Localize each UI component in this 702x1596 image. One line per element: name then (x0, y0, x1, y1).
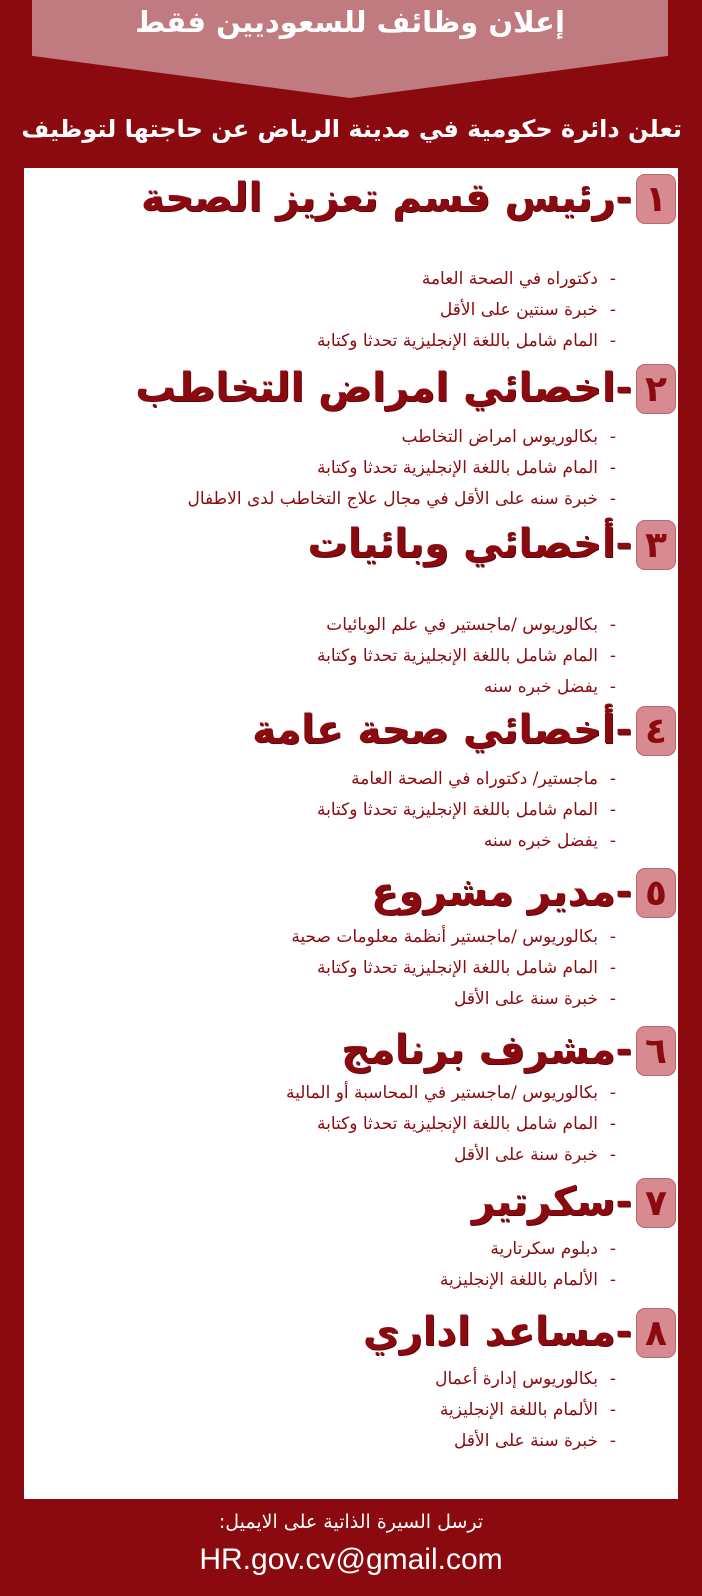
requirement-item: - المام شامل باللغة الإنجليزية تحدثا وكتابة (286, 1109, 616, 1140)
requirement-item: - المام شامل باللغة الإنجليزية تحدثا وكتابة (291, 953, 616, 984)
jobs-card (24, 168, 678, 1499)
job-title: -أخصائي صحة عامة (251, 707, 632, 753)
job-title: -رئيس قسم تعزيز الصحة (140, 175, 632, 221)
requirement-item: - المام شامل باللغة الإنجليزية تحدثا وكتابة (317, 326, 616, 357)
job-title: -اخصائي امراض التخاطب (135, 365, 632, 411)
job-number-badge: ٤ (636, 706, 676, 756)
job-title: -مدير مشروع (371, 869, 632, 915)
requirements-list (435, 1364, 616, 1457)
requirements-list (317, 764, 616, 857)
job-number-badge: ٧ (636, 1178, 676, 1228)
job-title: -مشرف برنامج (341, 1027, 632, 1073)
contact-email[interactable]: HR.gov.cv@gmail.com (199, 1543, 503, 1576)
job-title: -سكرتير (471, 1179, 632, 1225)
requirements-list (317, 610, 616, 703)
requirements-list (188, 422, 616, 515)
job-number-badge: ٨ (636, 1308, 676, 1358)
requirement-item: - يفضل خبره سنه (317, 672, 616, 703)
cv-instructions: ترسل السيرة الذاتية على الايميل: (218, 1511, 484, 1533)
job-number-badge: ٢ (636, 364, 676, 414)
requirement-item: - بكالوريوس إدارة أعمال (435, 1364, 616, 1395)
requirement-item: - خبرة سنة على الأقل (291, 984, 616, 1015)
requirement-item: - ماجستير/ دكتوراه في الصحة العامة (317, 764, 616, 795)
requirement-item: - بكالوريوس /ماجستير أنظمة معلومات صحية (291, 922, 616, 953)
job-number-badge: ١ (636, 174, 676, 224)
requirements-list (317, 264, 616, 357)
requirements-list (440, 1234, 616, 1296)
requirement-item: - الألمام باللغة الإنجليزية (435, 1395, 616, 1426)
requirement-item: - بكالوريوس /ماجستير في المحاسبة أو المالية (286, 1078, 616, 1109)
requirement-item: - المام شامل باللغة الإنجليزية تحدثا وكتابة (188, 453, 616, 484)
requirement-item: - بكالوريوس امراض التخاطب (188, 422, 616, 453)
requirement-item: - خبرة سنتين على الأقل (317, 295, 616, 326)
job-number-badge: ٣ (636, 520, 676, 570)
requirement-item: - دبلوم سكرتارية (440, 1234, 616, 1265)
requirement-item: - بكالوريوس /ماجستير في علم الوبائيات (317, 610, 616, 641)
requirement-item: - خبرة سنه على الأقل في مجال علاج التخاطب لدى الاطفال (188, 484, 616, 515)
requirement-item: - خبرة سنة على الأقل (435, 1426, 616, 1457)
requirement-item: - يفضل خبره سنه (317, 826, 616, 857)
job-number-badge: ٥ (636, 868, 676, 918)
requirements-list (291, 922, 616, 1015)
requirement-item: - المام شامل باللغة الإنجليزية تحدثا وكتابة (317, 795, 616, 826)
requirements-list (286, 1078, 616, 1171)
intro-text: تعلن دائرة حكومية في مدينة الرياض عن حاجتها لتوظيف (21, 115, 682, 143)
page-title: إعلان وظائف للسعوديين فقط (135, 5, 565, 39)
job-title: -أخصائي وبائيات (307, 521, 632, 567)
requirement-item: - الألمام باللغة الإنجليزية (440, 1265, 616, 1296)
requirement-item: - المام شامل باللغة الإنجليزية تحدثا وكتابة (317, 641, 616, 672)
requirement-item: - دكتوراه في الصحة العامة (317, 264, 616, 295)
requirement-item: - خبرة سنة على الأقل (286, 1140, 616, 1171)
job-title: -مساعد اداري (362, 1309, 632, 1355)
job-number-badge: ٦ (636, 1026, 676, 1076)
